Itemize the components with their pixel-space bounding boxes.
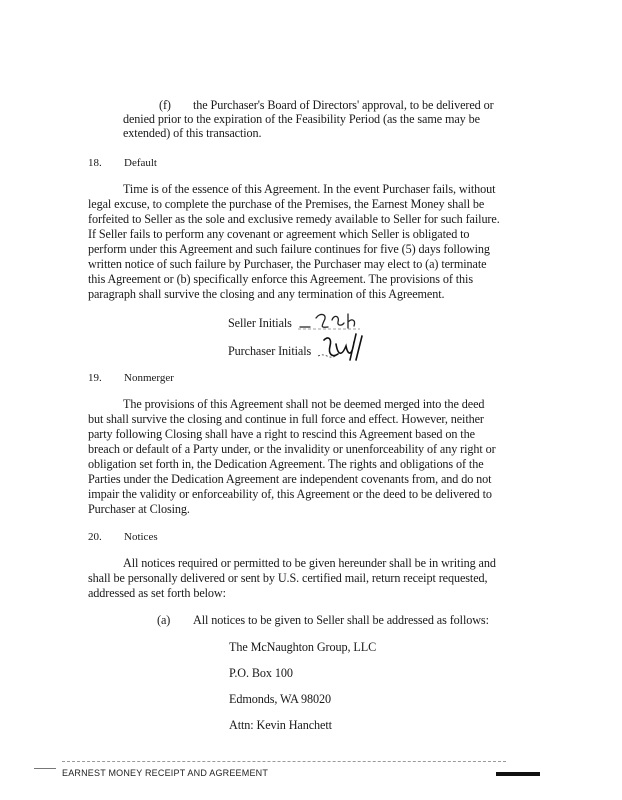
section-20-number: 20. <box>88 531 102 543</box>
footer-bar <box>496 772 540 776</box>
purchaser-initials-signature <box>318 330 368 364</box>
section-19-line-5: obligation set forth in, the Dedication Agreement. The rights and obligations of the <box>88 457 484 471</box>
section-19-line-8: Purchaser at Closing. <box>88 502 190 516</box>
section-20-line-3: addressed as set forth below: <box>88 586 226 600</box>
section-18-line-7: this Agreement or (b) specifically enforce this Agreement. The provisions of this <box>88 272 473 286</box>
address-line-3: Edmonds, WA 98020 <box>229 692 332 706</box>
footer-title: EARNEST MONEY RECEIPT AND AGREEMENT <box>62 768 269 778</box>
clause-f-label: (f) <box>159 98 171 112</box>
section-18-number: 18. <box>88 157 102 169</box>
clause-f-line-3: extended) of this transaction. <box>123 126 262 140</box>
section-18-line-3: forfeited to Seller as the sole and exclusive remedy available to Seller for such failure. <box>88 212 500 226</box>
section-19-title: Nonmerger <box>124 372 174 384</box>
section-19-line-7: impair the validity or enforceability of, this Agreement or the deed to be delivered to <box>88 487 492 501</box>
seller-initials-label: Seller Initials <box>228 316 292 330</box>
section-20-title: Notices <box>124 531 158 543</box>
section-19-line-1: The provisions of this Agreement shall not be deemed merged into the deed <box>123 397 485 411</box>
notice-item-a-label: (a) <box>157 613 171 627</box>
section-18-line-6: written notice of such failure by Purchaser, the Purchaser may elect to (a) terminate <box>88 257 487 271</box>
purchaser-initials-label: Purchaser Initials <box>228 344 312 358</box>
clause-f-line-1: the Purchaser's Board of Directors' approval, to be delivered or <box>193 98 494 112</box>
notice-item-a-text: All notices to be given to Seller shall be addressed as follows: <box>193 613 489 627</box>
clause-f-line-2: denied prior to the expiration of the Feasibility Period (as the same may be <box>123 112 480 126</box>
section-19-number: 19. <box>88 372 102 384</box>
scan-mark <box>34 768 56 769</box>
address-line-4: Attn: Kevin Hanchett <box>229 718 332 732</box>
section-19-line-3: party following Closing shall have a right to rescind this Agreement based on the <box>88 427 475 441</box>
address-line-1: The McNaughton Group, LLC <box>229 640 377 654</box>
section-18-line-2: legal excuse, to complete the purchase of the Premises, the Earnest Money shall be <box>88 197 485 211</box>
address-line-2: P.O. Box 100 <box>229 666 293 680</box>
section-19-line-6: Parties under the Dedication Agreement are independent covenants from, and do not <box>88 472 492 486</box>
section-20-line-2: shall be personally delivered or sent by U.S. certified mail, return receipt requested, <box>88 571 488 585</box>
section-19-line-2: but shall survive the closing and continue in full force and effect. However, neither <box>88 412 484 426</box>
section-18-line-8: paragraph shall survive the closing and any termination of this Agreement. <box>88 287 445 301</box>
seller-initials-signature <box>298 308 378 332</box>
footer-divider <box>62 761 506 762</box>
section-19-line-4: breach or default of a Party under, or the invalidity or unenforceability of any right or <box>88 442 496 456</box>
section-18-title: Default <box>124 157 157 169</box>
section-18-line-5: perform under this Agreement and such failure continues for five (5) days following <box>88 242 490 256</box>
section-18-line-4: If Seller fails to perform any covenant or agreement which Seller is obligated to <box>88 227 470 241</box>
section-18-line-1: Time is of the essence of this Agreement. In the event Purchaser fails, without <box>123 182 496 196</box>
section-20-line-1: All notices required or permitted to be given hereunder shall be in writing and <box>123 556 496 570</box>
